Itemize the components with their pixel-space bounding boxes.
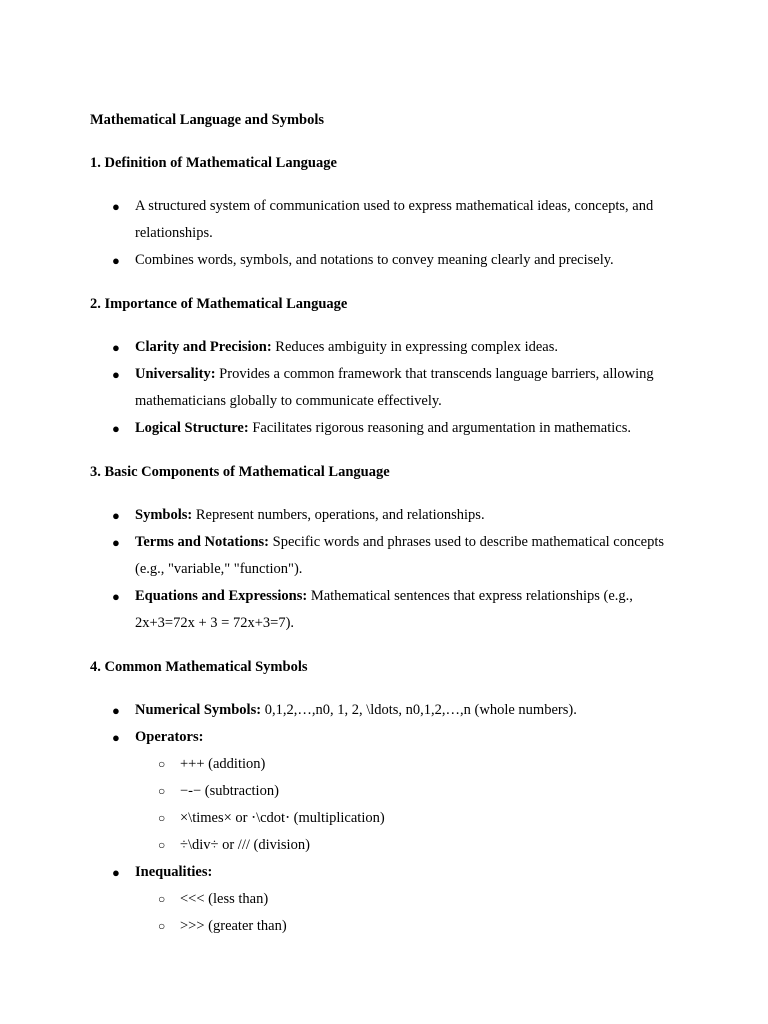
bullet-icon: ● [112,508,120,523]
item-text: Reduces ambiguity in expressing complex ideas. [271,339,558,355]
item-lead: Numerical Symbols: [135,702,262,718]
section-heading-symbols: 4. Common Mathematical Symbols [90,659,308,675]
operators-sublist [135,751,690,859]
item-text: Facilitates rigorous reasoning and argumentation in mathematics. [248,420,631,436]
item-lead: Operators: [135,729,204,745]
sub-item-text: >>> (greater than) [180,918,287,934]
item-text: Mathematical sentences that express relationships (e.g., 2x+3=72x + 3 = 72x+3=7). [135,588,633,631]
sub-list-item [135,886,690,913]
section-heading-definition: 1. Definition of Mathematical Language [90,155,337,171]
inequalities-sublist [135,886,690,940]
bullet-icon: ● [112,253,120,268]
sub-item-text: ×\times× or ⋅\cdot⋅ (multiplication) [180,810,385,826]
list-item [90,583,690,637]
circle-bullet-icon: ○ [158,892,166,906]
circle-bullet-icon: ○ [158,811,166,825]
list-item [90,361,690,415]
item-lead: Clarity and Precision: [135,339,272,355]
item-lead: Logical Structure: [135,420,249,436]
item-text: Provides a common framework that transcends language barriers, allowing mathematicians globally to communicate effectively. [135,366,654,409]
circle-bullet-icon: ○ [158,838,166,852]
symbols-list [90,697,690,940]
sub-list-item [135,913,690,940]
document-title: Mathematical Language and Symbols [90,112,325,128]
list-item [90,334,690,361]
circle-bullet-icon: ○ [158,919,166,933]
bullet-icon: ● [112,535,120,550]
list-item [90,415,690,442]
sub-item-text: <<< (less than) [180,891,269,907]
item-lead: Terms and Notations: [135,534,270,550]
bullet-icon: ● [112,367,120,382]
list-item [90,502,690,529]
item-text: Represent numbers, operations, and relationships. [192,507,485,523]
item-lead: Symbols: [135,507,193,523]
bullet-icon: ● [112,703,120,718]
list-item [90,247,690,274]
sub-list-item [135,778,690,805]
document-page [90,108,690,958]
section-heading-components: 3. Basic Components of Mathematical Language [90,464,390,480]
list-item [90,724,690,859]
bullet-icon: ● [112,199,120,214]
bullet-icon: ● [112,340,120,355]
bullet-icon: ● [112,589,120,604]
bullet-icon: ● [112,421,120,436]
sub-list-item [135,751,690,778]
circle-bullet-icon: ○ [158,757,166,771]
definition-list [90,193,690,274]
item-text: Specific words and phrases used to describe mathematical concepts (e.g., "variable," "function"). [135,534,665,577]
sub-item-text: +++ (addition) [180,756,266,772]
sub-list-item [135,832,690,859]
importance-list [90,334,690,442]
list-item [90,859,690,940]
circle-bullet-icon: ○ [158,784,166,798]
list-item [90,697,690,724]
list-item [90,193,690,247]
item-text: Combines words, symbols, and notations to convey meaning clearly and precisely. [135,252,614,268]
item-text: A structured system of communication used to express mathematical ideas, concepts, and relationships. [135,198,654,241]
item-lead: Inequalities: [135,864,213,880]
list-item [90,529,690,583]
sub-item-text: ÷\div÷ or /// (division) [180,837,310,853]
bullet-icon: ● [112,865,120,880]
sub-item-text: −-− (subtraction) [180,783,279,799]
item-lead: Equations and Expressions: [135,588,308,604]
section-heading-importance: 2. Importance of Mathematical Language [90,296,348,312]
components-list [90,502,690,637]
sub-list-item [135,805,690,832]
item-text: 0,1,2,…,n0, 1, 2, \ldots, n0,1,2,…,n (whole numbers). [261,702,577,718]
item-lead: Universality: [135,366,216,382]
bullet-icon: ● [112,730,120,745]
